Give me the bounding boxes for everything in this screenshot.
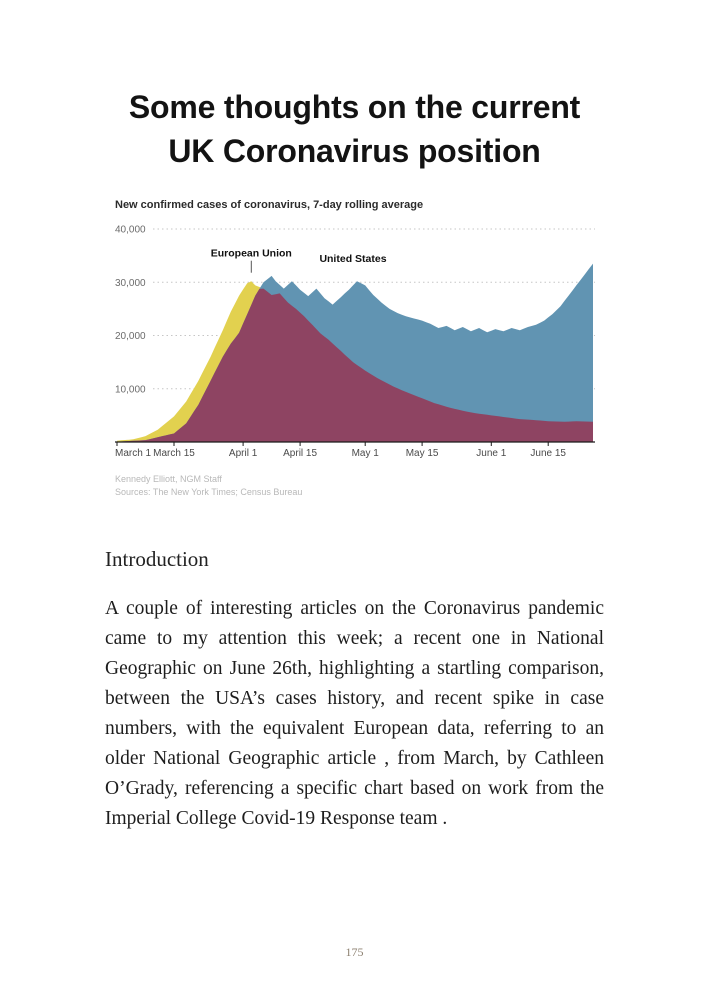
svg-text:June 1: June 1 bbox=[476, 448, 507, 459]
chart-svg bbox=[115, 219, 595, 465]
page-title: Some thoughts on the current UK Coronavirus position bbox=[128, 89, 581, 169]
coronavirus-chart bbox=[115, 199, 595, 499]
svg-text:United States: United States bbox=[319, 253, 387, 265]
section-heading-introduction: Introduction bbox=[105, 547, 209, 571]
svg-text:40,000: 40,000 bbox=[115, 224, 146, 236]
svg-text:20,000: 20,000 bbox=[115, 331, 146, 342]
page-number: 175 bbox=[345, 945, 364, 959]
chart-title: New confirmed cases of coronavirus, 7-day rolling average bbox=[115, 199, 424, 211]
chart-credit-sources: Sources: The New York Times; Census Bureau bbox=[115, 487, 303, 497]
svg-text:April 15: April 15 bbox=[283, 448, 318, 459]
svg-text:April 1: April 1 bbox=[228, 448, 258, 459]
intro-paragraph: A couple of interesting articles on the Coronavirus pandemic came to my attention this week; a recent one in National Geographic on June 26th, highlighting a startling comparison, between the USA’s cases history, and recent spike in case numbers, with the equivalent European data, referring to an older National Geographic article , from March, by Cathleen O’Grady, referencing a specific chart based on work from the Imperial College Covid-19 Response team . bbox=[105, 598, 604, 829]
svg-text:10,000: 10,000 bbox=[115, 384, 146, 396]
svg-text:March 15: March 15 bbox=[153, 448, 195, 459]
svg-text:June 15: June 15 bbox=[530, 448, 566, 459]
svg-text:May 15: May 15 bbox=[405, 448, 439, 459]
svg-text:March 1: March 1 bbox=[115, 448, 152, 459]
svg-text:European Union: European Union bbox=[210, 247, 292, 260]
chart-credit-byline: Kennedy Elliott, NGM Staff bbox=[115, 474, 222, 484]
svg-text:May 1: May 1 bbox=[351, 448, 379, 459]
svg-text:30,000: 30,000 bbox=[115, 277, 146, 289]
chart-credits bbox=[115, 473, 595, 499]
